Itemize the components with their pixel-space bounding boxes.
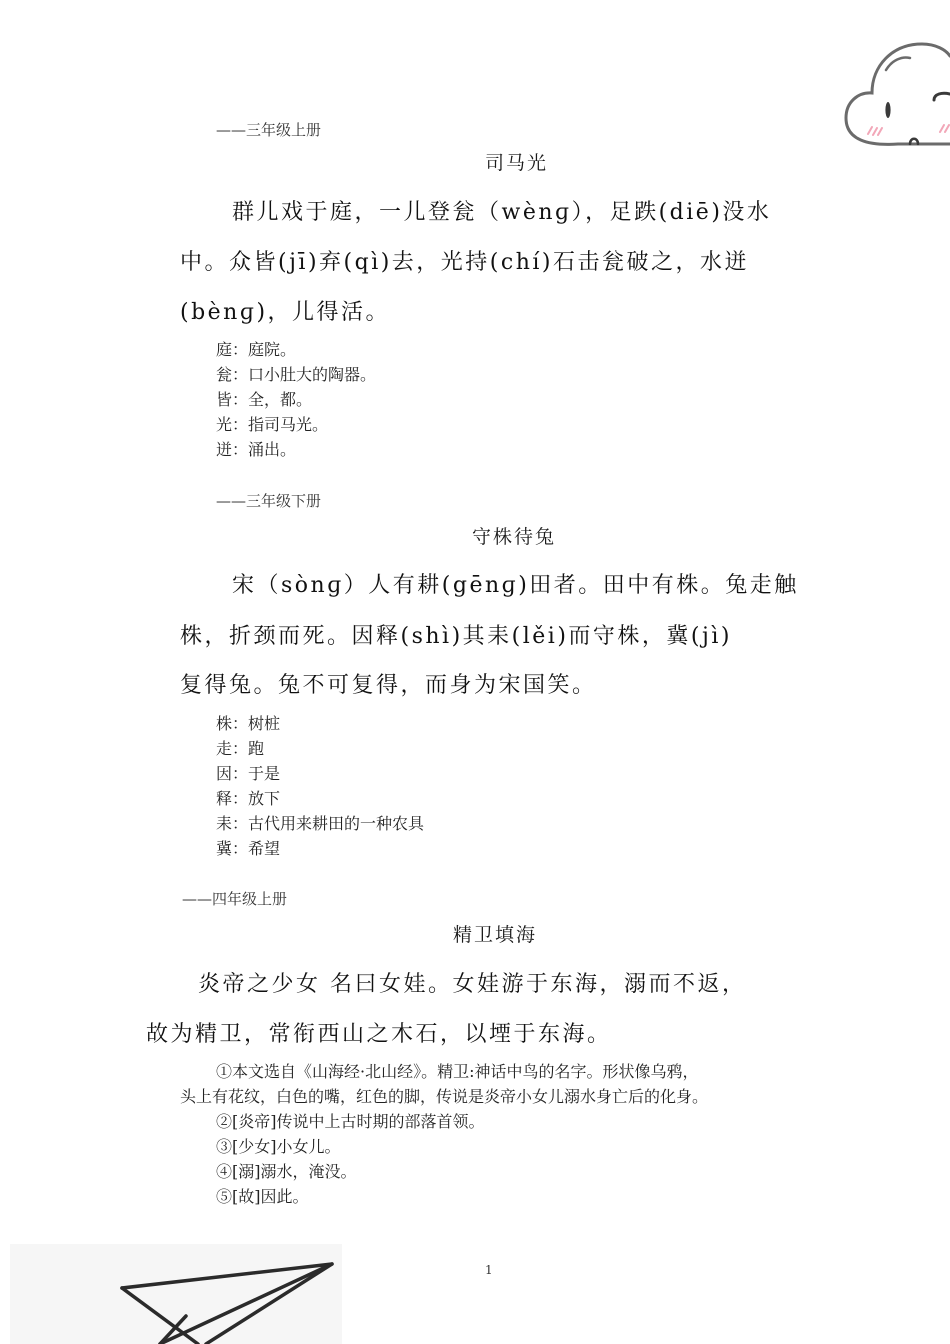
page-number: 1	[485, 1263, 493, 1277]
note-item: 走：跑	[216, 739, 265, 758]
section-title: 守株待兔	[472, 526, 557, 548]
note-item: 皆：全，都。	[216, 390, 313, 409]
paper-plane-icon	[10, 1244, 342, 1344]
note-item: ④[溺]溺水，淹没。	[216, 1162, 357, 1181]
grade-heading: ——三年级上册	[216, 121, 322, 139]
note-item: 株：树桩	[216, 714, 281, 733]
text-line: 炎帝之少女 名曰女娃。女娃游于东海，溺而不返，	[198, 972, 747, 997]
notes-list	[216, 711, 424, 861]
note-item: 释：放下	[216, 789, 281, 808]
note-item: 庭：庭院。	[216, 340, 297, 359]
note-item: 耒：古代用来耕田的一种农具	[216, 814, 425, 833]
text-line: 株，折颈而死。因释(shì)其耒(lěi)而守株，冀(jì)	[180, 624, 732, 649]
notes-list	[216, 337, 376, 462]
note-item: 头上有花纹，白色的嘴，红色的脚，传说是炎帝小女儿溺水身亡后的化身。	[180, 1087, 709, 1106]
text-line: (bènɡ)，儿得活。	[180, 300, 391, 325]
text-line: 中。众皆(jī)弃(qì)去，光持(chí)石击瓮破之，水迸	[180, 250, 750, 275]
note-item: 瓮：口小肚大的陶器。	[216, 365, 377, 384]
notes-list	[180, 1059, 708, 1209]
section-title: 精卫填海	[453, 924, 538, 946]
note-item: 因：于是	[216, 764, 281, 783]
note-item: 冀：希望	[216, 839, 281, 858]
text-line: 群儿戏于庭，一儿登瓮（wènɡ），足跌(diē)没水	[232, 200, 772, 225]
note-item: 迸：涌出。	[216, 440, 297, 459]
grade-heading: ——三年级下册	[216, 492, 322, 510]
note-item: ⑤[故]因此。	[216, 1187, 309, 1206]
text-line: 故为精卫，常衔西山之木石，以堙于东海。	[146, 1022, 612, 1047]
section-title: 司马光	[485, 152, 549, 174]
note-item: ①本文选自《山海经·北山经》。精卫:神话中鸟的名字。形状像乌鸦，	[216, 1062, 699, 1081]
note-item: ②[炎帝]传说中上古时期的部落首领。	[216, 1112, 485, 1131]
text-line: 宋（sònɡ）人有耕(gēnɡ)田者。田中有株。兔走触	[232, 573, 799, 598]
grade-heading: ——四年级上册	[182, 890, 288, 908]
note-item: ③[少女]小女儿。	[216, 1137, 341, 1156]
cloud-face-icon	[838, 36, 950, 160]
note-item: 光：指司马光。	[216, 415, 329, 434]
text-line: 复得兔。兔不可复得，而身为宋国笑。	[180, 673, 597, 698]
